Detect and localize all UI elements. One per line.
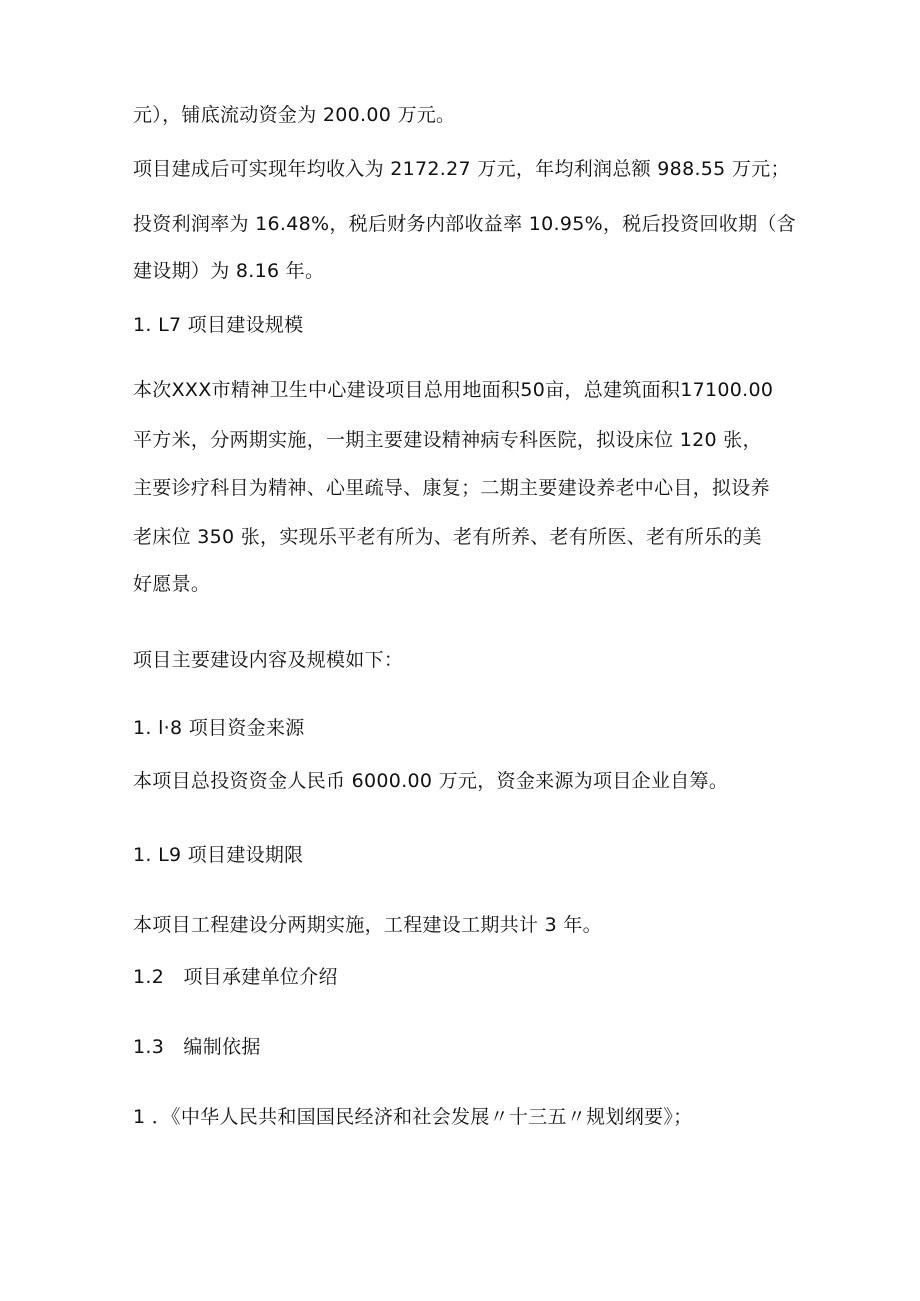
heading-construction-period: 1. L9 项目建设期限 — [133, 844, 304, 866]
paragraph-roi-line2: 建设期）为 8.16 年。 — [133, 260, 325, 282]
heading-construction-scale: 1. L7 项目建设规模 — [133, 314, 304, 336]
paragraph-scale-line2: 平方米，分两期实施，一期主要建设精神病专科医院，拟设床位 120 张， — [133, 429, 762, 451]
heading-compilation-basis: 1.3 编制依据 — [133, 1036, 261, 1058]
paragraph-content-intro: 项目主要建设内容及规模如下： — [133, 649, 404, 671]
paragraph-funding: 本项目总投资资金人民币 6000.00 万元，资金来源为项目企业自筹。 — [133, 770, 729, 792]
paragraph-working-capital: 元），铺底流动资金为 200.00 万元。 — [133, 104, 456, 126]
basis-item-1: 1 ．《中华人民共和国国民经济和社会发展〃十三五〃规划纲要》； — [133, 1106, 693, 1128]
paragraph-roi-line1: 投资利润率为 16.48%，税后财务内部收益率 10.95%，税后投资回收期（含 — [133, 213, 796, 235]
paragraph-period: 本项目工程建设分两期实施，工程建设工期共计 3 年。 — [133, 914, 602, 936]
paragraph-scale-line5: 好愿景。 — [133, 573, 211, 595]
paragraph-revenue: 项目建成后可实现年均收入为 2172.27 万元，年均利润总额 988.55 万元； — [133, 158, 790, 180]
paragraph-scale-line1: 本次XXX市精神卫生中心建设项目总用地面积50亩，总建筑面积17100.00 — [133, 379, 774, 401]
paragraph-scale-line3: 主要诊疗科目为精神、心里疏导、康复；二期主要建设养老中心目，拟设养 — [133, 477, 770, 499]
heading-funding-source: 1. l·8 项目资金来源 — [133, 717, 305, 739]
heading-contractor-intro: 1.2 项目承建单位介绍 — [133, 966, 338, 988]
paragraph-scale-line4: 老床位 350 张，实现乐平老有所为、老有所养、老有所医、老有所乐的美 — [133, 526, 762, 548]
